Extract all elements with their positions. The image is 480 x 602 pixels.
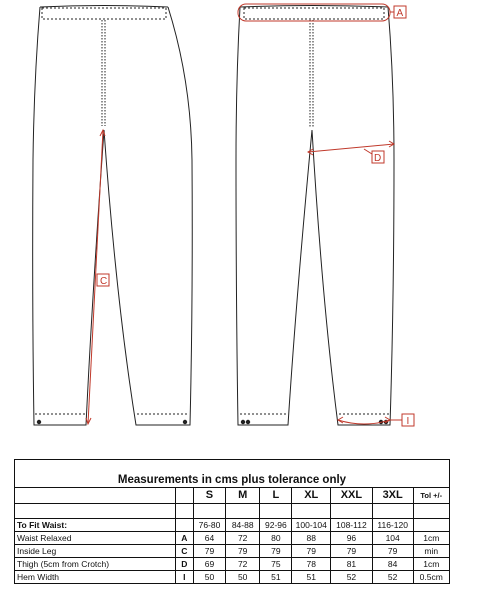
front-waistband <box>42 8 166 19</box>
measure-value: 50 <box>193 571 225 584</box>
measure-code: I <box>175 571 193 584</box>
measure-tolerance: 1cm <box>413 558 449 571</box>
measure-value: 52 <box>331 571 373 584</box>
size-header: 3XL <box>372 488 413 504</box>
measure-value: 79 <box>372 545 413 558</box>
measure-value: 72 <box>226 558 260 571</box>
measure-code: A <box>175 532 193 545</box>
fit-waist-value: 76-80 <box>193 519 225 532</box>
measure-value: 69 <box>193 558 225 571</box>
measure-value: 104 <box>372 532 413 545</box>
measure-label: Thigh (5cm from Crotch) <box>15 558 176 571</box>
table-row <box>15 532 450 545</box>
fit-waist-label: To Fit Waist: <box>15 519 176 532</box>
spacer-row <box>15 504 450 519</box>
measure-value: 84 <box>372 558 413 571</box>
measure-value: 51 <box>292 571 331 584</box>
measure-value: 51 <box>260 571 292 584</box>
size-header: XXL <box>331 488 373 504</box>
measure-value: 81 <box>331 558 373 571</box>
table-title: Measurements in cms plus tolerance only <box>15 460 450 488</box>
measure-value: 79 <box>331 545 373 558</box>
fit-waist-value: 84-88 <box>226 519 260 532</box>
tolerance-header: Tol +/- <box>413 488 449 504</box>
front-waistband-outline <box>40 6 168 8</box>
size-header: S <box>193 488 225 504</box>
measure-value: 79 <box>193 545 225 558</box>
measure-value: 72 <box>226 532 260 545</box>
fit-waist-value: 92-96 <box>260 519 292 532</box>
size-header-row <box>15 488 450 504</box>
measure-code: C <box>175 545 193 558</box>
measure-value: 75 <box>260 558 292 571</box>
measure-label: Inside Leg <box>15 545 176 558</box>
measure-label: Hem Width <box>15 571 176 584</box>
measure-value: 79 <box>226 545 260 558</box>
dimension-i-label: I <box>406 416 410 427</box>
measure-label: Waist Relaxed <box>15 532 176 545</box>
size-header: XL <box>292 488 331 504</box>
measure-value: 52 <box>372 571 413 584</box>
table-row <box>15 558 450 571</box>
fit-waist-row <box>15 519 450 532</box>
measure-value: 88 <box>292 532 331 545</box>
size-chart-table <box>14 459 450 584</box>
measure-value: 80 <box>260 532 292 545</box>
measure-value: 50 <box>226 571 260 584</box>
dimension-i-arrow-left <box>338 417 343 423</box>
dimension-a-label: A <box>396 8 404 19</box>
fit-waist-value: 116-120 <box>372 519 413 532</box>
measure-value: 64 <box>193 532 225 545</box>
back-waistband <box>244 8 384 19</box>
back-left-hem-dot-1 <box>241 420 244 423</box>
header-code-blank <box>175 488 193 504</box>
back-outline <box>236 7 394 425</box>
size-header: L <box>260 488 292 504</box>
fit-waist-value: 100-104 <box>292 519 331 532</box>
table-row <box>15 545 450 558</box>
dimension-d-leader <box>364 149 372 154</box>
back-view <box>236 6 394 426</box>
measure-value: 79 <box>260 545 292 558</box>
back-left-hem-dot-2 <box>246 420 249 423</box>
measure-tolerance: 0.5cm <box>413 571 449 584</box>
front-right-hem-dot <box>183 420 186 423</box>
front-left-hem-dot <box>37 420 40 423</box>
front-view <box>33 6 193 426</box>
dimension-i <box>338 414 414 426</box>
measure-code: D <box>175 558 193 571</box>
front-outline <box>33 7 193 425</box>
dimension-d-label: D <box>374 153 382 164</box>
measure-value: 96 <box>331 532 373 545</box>
measure-tolerance: min <box>413 545 449 558</box>
size-header: M <box>226 488 260 504</box>
table-row <box>15 571 450 584</box>
measure-value: 79 <box>292 545 331 558</box>
dimension-c-label: C <box>100 276 108 287</box>
measure-value: 78 <box>292 558 331 571</box>
fit-waist-value: 108-112 <box>331 519 373 532</box>
header-blank <box>15 488 176 504</box>
measure-tolerance: 1cm <box>413 532 449 545</box>
back-waistband-outline <box>240 6 388 8</box>
